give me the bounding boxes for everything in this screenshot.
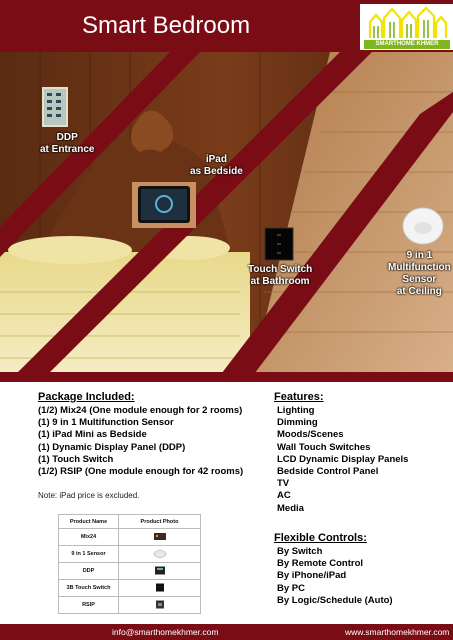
callout-sensor-line3: Sensor — [402, 274, 437, 285]
list-item: (1) 9 in 1 Multifunction Sensor — [38, 417, 174, 429]
list-item: LCD Dynamic Display Panels — [277, 453, 409, 465]
touch-switch-icon — [153, 583, 167, 592]
website-link[interactable]: www.smarthomekhmer.com — [345, 627, 450, 637]
list-item: (1/2) RSIP (One module enough for 42 rooms) — [38, 466, 244, 478]
list-item: Dimming — [277, 417, 318, 429]
product-name: 9 in 1 Sensor — [59, 546, 119, 563]
list-item: Lighting — [277, 405, 315, 416]
product-name: DDP — [59, 563, 119, 580]
table-row — [59, 529, 201, 546]
list-item: (1/2) Mix24 (One module enough for 2 rooms) — [38, 405, 243, 416]
hero-image — [0, 52, 453, 382]
list-item: Bedside Control Panel — [277, 466, 379, 478]
callout-touch-line1: Touch Switch — [248, 264, 313, 275]
bedroom-photo — [0, 52, 453, 382]
column-header: Product Name — [59, 515, 119, 529]
table-row — [59, 580, 201, 597]
ddp-panel-icon — [153, 566, 167, 575]
callout-ddp-line2: at Entrance — [40, 144, 95, 155]
page-title: Smart Bedroom — [82, 12, 251, 39]
list-item: By Logic/Schedule (Auto) — [277, 594, 393, 606]
footer-bar — [0, 624, 453, 640]
product-photo — [119, 580, 201, 597]
list-item: Media — [277, 502, 304, 514]
product-photo — [119, 563, 201, 580]
table-header-row — [59, 515, 201, 529]
column-header: Product Photo — [119, 515, 201, 529]
list-item: (1) iPad Mini as Bedside — [38, 429, 147, 441]
callout-ipad-line1: iPad — [205, 154, 227, 165]
callout-sensor — [388, 250, 451, 298]
hero-bottom-bar — [0, 372, 453, 382]
product-photo — [119, 546, 201, 563]
callout-sensor-line1: 9 in 1 — [406, 250, 433, 261]
list-item: (1) Touch Switch — [38, 453, 114, 465]
features-heading: Features: — [274, 391, 324, 403]
flexible-heading: Flexible Controls: — [274, 532, 367, 544]
callout-ipad — [190, 154, 243, 178]
brand-logo — [360, 4, 453, 50]
callout-ddp-line1: DDP — [56, 132, 78, 143]
list-item: By iPhone/iPad — [277, 570, 347, 582]
product-name: Mix24 — [59, 529, 119, 546]
table-row — [59, 546, 201, 563]
house-logo-icon — [366, 6, 448, 40]
features-list — [277, 405, 408, 515]
list-item: By Switch — [277, 546, 323, 557]
table-row — [59, 597, 201, 614]
product-photo — [119, 529, 201, 546]
email-link[interactable]: info@smarthomekhmer.com — [112, 627, 219, 637]
logo-text: SMARTHOME KHMER — [364, 40, 450, 49]
list-item: (1) Dynamic Display Panel (DDP) — [38, 441, 186, 453]
package-list — [38, 405, 243, 478]
note-text: Note: iPad price is excluded. — [38, 491, 140, 500]
sensor-icon — [153, 549, 167, 558]
product-table — [58, 514, 201, 614]
flexible-list — [277, 546, 393, 607]
callout-touch-line2: at Bathroom — [250, 276, 310, 287]
mix24-module-icon — [153, 532, 167, 541]
table-row — [59, 563, 201, 580]
package-heading: Package Included: — [38, 391, 135, 403]
list-item: By PC — [277, 582, 305, 594]
callout-ddp — [40, 132, 94, 156]
list-item: Moods/Scenes — [277, 429, 344, 441]
list-item: By Remote Control — [277, 558, 364, 570]
rsip-module-icon — [153, 600, 167, 609]
product-photo — [119, 597, 201, 614]
product-name: RSIP — [59, 597, 119, 614]
callout-ipad-line2: as Bedside — [190, 166, 243, 177]
list-item: AC — [277, 490, 291, 502]
product-name: 3B Touch Switch — [59, 580, 119, 597]
callout-touch-switch — [248, 264, 312, 288]
list-item: Wall Touch Switches — [277, 441, 371, 453]
callout-sensor-line4: at Ceiling — [396, 286, 442, 297]
callout-sensor-line2: Multifunction — [388, 262, 451, 273]
list-item: TV — [277, 478, 290, 490]
